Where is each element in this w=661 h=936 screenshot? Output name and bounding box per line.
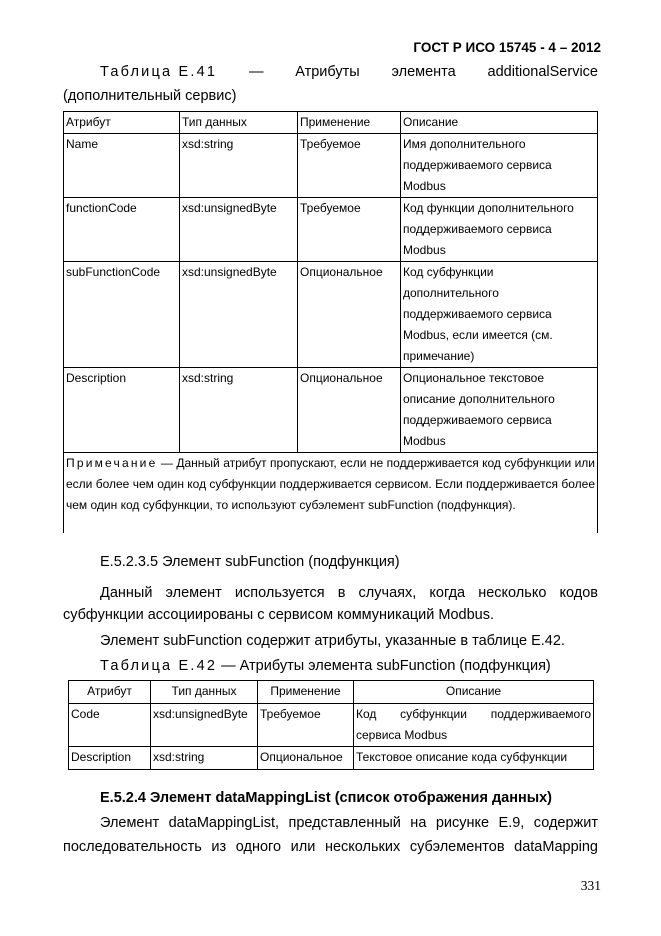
section-heading-e5235: Е.5.2.3.5 Элемент subFunction (подфункция) xyxy=(100,554,400,570)
table1-caption-word3: additionalService xyxy=(487,64,598,80)
note-text: — Данный атрибут пропускают, если не поддерживается код субфункции или если более чем один код субфункции поддерживается сервисом. Если поддерживается более чем один код субфункции, то используют субэлемент subFunction (подфункция). xyxy=(66,456,595,512)
table1-caption-line2: (дополнительный сервис) xyxy=(63,88,237,104)
cell-attribute: Code xyxy=(69,704,151,747)
cell-description xyxy=(401,134,598,198)
column-header: Применение xyxy=(258,681,354,704)
cell-attribute: Description xyxy=(64,368,180,453)
cell-type: xsd:unsignedByte xyxy=(180,198,298,262)
desc-line: Код субфункции поддерживаемого xyxy=(356,707,591,721)
table-row xyxy=(69,704,594,747)
column-header: Применение xyxy=(298,112,401,134)
table-row xyxy=(64,134,598,198)
cell-use: Опциональное xyxy=(298,262,401,368)
desc-line: Код функции дополнительного xyxy=(403,201,574,215)
table-note xyxy=(64,453,598,534)
desc-line: дополнительного xyxy=(403,286,499,300)
table1-caption-label: Таблица Е.41 xyxy=(100,64,218,80)
table-note-row xyxy=(64,453,598,534)
cell-attribute: Description xyxy=(69,747,151,770)
cell-attribute: functionCode xyxy=(64,198,180,262)
table1-caption-dash: — xyxy=(248,64,264,80)
cell-description xyxy=(401,198,598,262)
cell-type: xsd:string xyxy=(180,134,298,198)
table2-caption-text: — Атрибуты элемента subFunction (подфункция) xyxy=(217,658,551,674)
desc-line: Опциональное текстовое xyxy=(403,371,544,385)
desc-line: поддерживаемого сервиса xyxy=(403,307,552,321)
table1-caption-word1: Атрибуты xyxy=(295,64,360,80)
desc-line: сервиса Modbus xyxy=(356,728,448,742)
table-header-row xyxy=(64,112,598,134)
cell-type: xsd:string xyxy=(180,368,298,453)
cell-use: Опциональное xyxy=(298,368,401,453)
paragraph: Элемент subFunction содержит атрибуты, указанные в таблице Е.42. xyxy=(100,633,565,649)
table-row xyxy=(64,262,598,368)
cell-description: Текстовое описание кода субфункции xyxy=(354,747,594,770)
cell-description xyxy=(401,262,598,368)
desc-line: поддерживаемого сервиса xyxy=(403,158,552,172)
document-header: ГОСТ Р ИСО 15745 - 4 – 2012 xyxy=(413,40,601,55)
cell-attribute: Name xyxy=(64,134,180,198)
desc-line: Код субфункции xyxy=(403,265,494,279)
paragraph-line: субфункции ассоциированы с сервисом коммуникаций Modbus. xyxy=(63,607,495,623)
column-header: Тип данных xyxy=(180,112,298,134)
column-header: Атрибут xyxy=(64,112,180,134)
table-e41 xyxy=(63,111,598,533)
section-heading-e524: Е.5.2.4 Элемент dataMappingList (список отображения данных) xyxy=(100,790,553,806)
table-row xyxy=(64,198,598,262)
cell-type: xsd:string xyxy=(151,747,258,770)
desc-line: Modbus xyxy=(403,243,446,257)
desc-line: Имя дополнительного xyxy=(403,137,526,151)
desc-line: поддерживаемого сервиса xyxy=(403,222,552,236)
table1-caption-word2: элемента xyxy=(391,64,456,80)
table1-caption xyxy=(63,62,598,82)
desc-line: Modbus xyxy=(403,179,446,193)
paragraph-line: последовательность из одного или нескольких субэлементов dataMapping xyxy=(63,839,598,855)
table-row xyxy=(64,368,598,453)
column-header: Описание xyxy=(401,112,598,134)
desc-line: поддерживаемого сервиса xyxy=(403,413,552,427)
table2-caption-label: Таблица Е.42 xyxy=(100,658,218,674)
cell-use: Требуемое xyxy=(298,198,401,262)
paragraph-line: Элемент dataMappingList, представленный на рисунке Е.9, содержит xyxy=(100,815,598,831)
cell-use: Требуемое xyxy=(258,704,354,747)
column-header: Атрибут xyxy=(69,681,151,704)
table-row xyxy=(69,747,594,770)
table-e42 xyxy=(68,680,594,770)
table-header-row xyxy=(69,681,594,704)
cell-use: Опциональное xyxy=(258,747,354,770)
desc-line: Modbus xyxy=(403,434,446,448)
column-header: Тип данных xyxy=(151,681,258,704)
paragraph-line: Данный элемент используется в случаях, когда несколько кодов xyxy=(100,585,598,601)
cell-type: xsd:unsignedByte xyxy=(180,262,298,368)
table2-caption xyxy=(63,656,598,676)
cell-description xyxy=(401,368,598,453)
desc-line: описание дополнительного xyxy=(403,392,555,406)
cell-type: xsd:unsignedByte xyxy=(151,704,258,747)
desc-line: примечание) xyxy=(403,349,475,363)
cell-description xyxy=(354,704,594,747)
cell-use: Требуемое xyxy=(298,134,401,198)
page-number: 331 xyxy=(580,878,601,893)
desc-line: Modbus, если имеется (см. xyxy=(403,328,553,342)
note-label: Примечание xyxy=(66,456,158,470)
column-header: Описание xyxy=(354,681,594,704)
cell-attribute: subFunctionCode xyxy=(64,262,180,368)
